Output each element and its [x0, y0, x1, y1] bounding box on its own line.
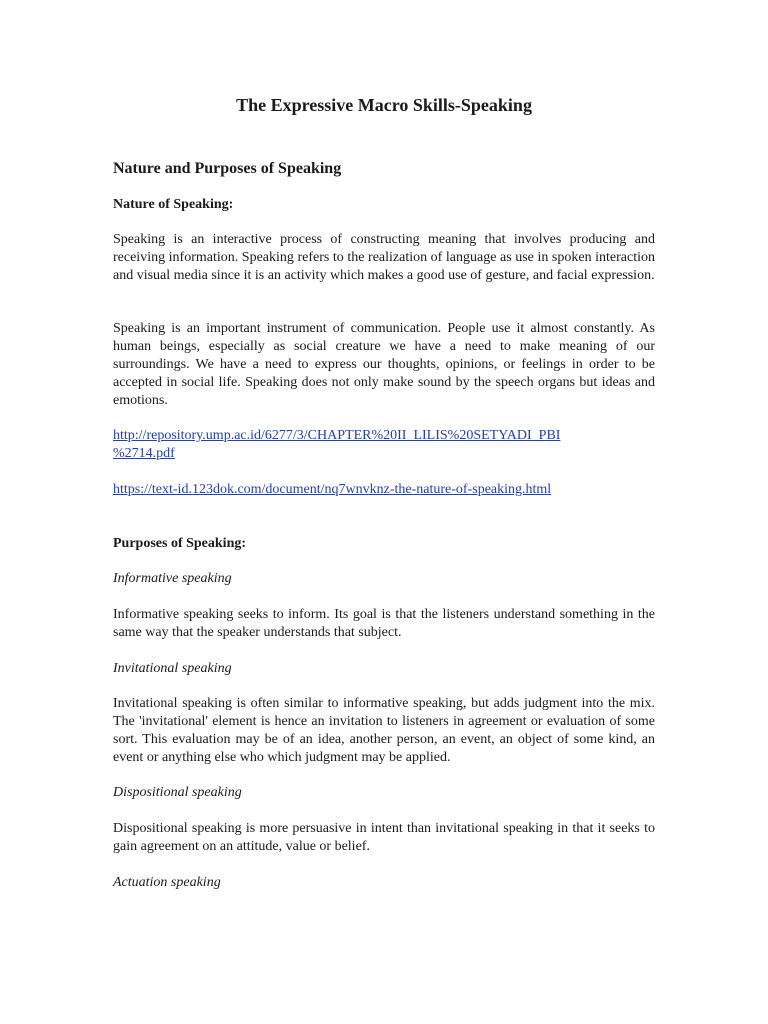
- actuation-title: Actuation speaking: [113, 875, 221, 890]
- informative-text: Informative speaking seeks to inform. Its goal is that the listeners understand something in the same way that the speaker understands that subject.: [113, 607, 655, 640]
- document-title: The Expressive Macro Skills-Speaking: [236, 95, 532, 115]
- section-heading: Nature and Purposes of Speaking: [113, 160, 342, 177]
- dispositional-text: Dispositional speaking is more persuasive in intent than invitational speaking in that it seeks to gain agreement on an attitude, value or belief.: [113, 821, 655, 854]
- nature-heading: Nature of Speaking:: [113, 197, 234, 212]
- text-id-link[interactable]: https://text-id.123dok.com/document/nq7wnvknz-the-nature-of-speaking.html: [113, 482, 552, 497]
- dispositional-title: Dispositional speaking: [113, 785, 242, 800]
- informative-title: Informative speaking: [113, 571, 232, 586]
- repository-link-line-1[interactable]: http://repository.ump.ac.id/6277/3/CHAPTER%20II_LILIS%20SETYADI_PBI: [113, 428, 561, 443]
- repository-link-line-2[interactable]: %2714.pdf: [113, 446, 175, 461]
- invitational-title: Invitational speaking: [113, 661, 232, 676]
- purposes-heading: Purposes of Speaking:: [113, 536, 247, 551]
- nature-paragraph-2: Speaking is an important instrument of communication. People use it almost constantly. As human beings, especially as social creature we have a need to make meaning of our surroundings. We have a need to express our thoughts, opinions, or feelings in order to be accepted in social life. Speaking does not only make sound by the speech organs but ideas and emotions.: [113, 321, 655, 408]
- nature-paragraph-1: Speaking is an interactive process of constructing meaning that involves producing and receiving information. Speaking refers to the realization of language as use in spoken interaction and visual media since it is an activity which makes a good use of gesture, and facial expression.: [113, 232, 655, 283]
- repository-link[interactable]: [113, 427, 655, 463]
- invitational-text: Invitational speaking is often similar to informative speaking, but adds judgment into the mix. The 'invitational' element is hence an invitation to listeners in agreement or evaluation of some sort. This evaluation may be of an idea, another person, an event, an object of some kind, an event or anything else who which judgment may be applied.: [113, 696, 655, 765]
